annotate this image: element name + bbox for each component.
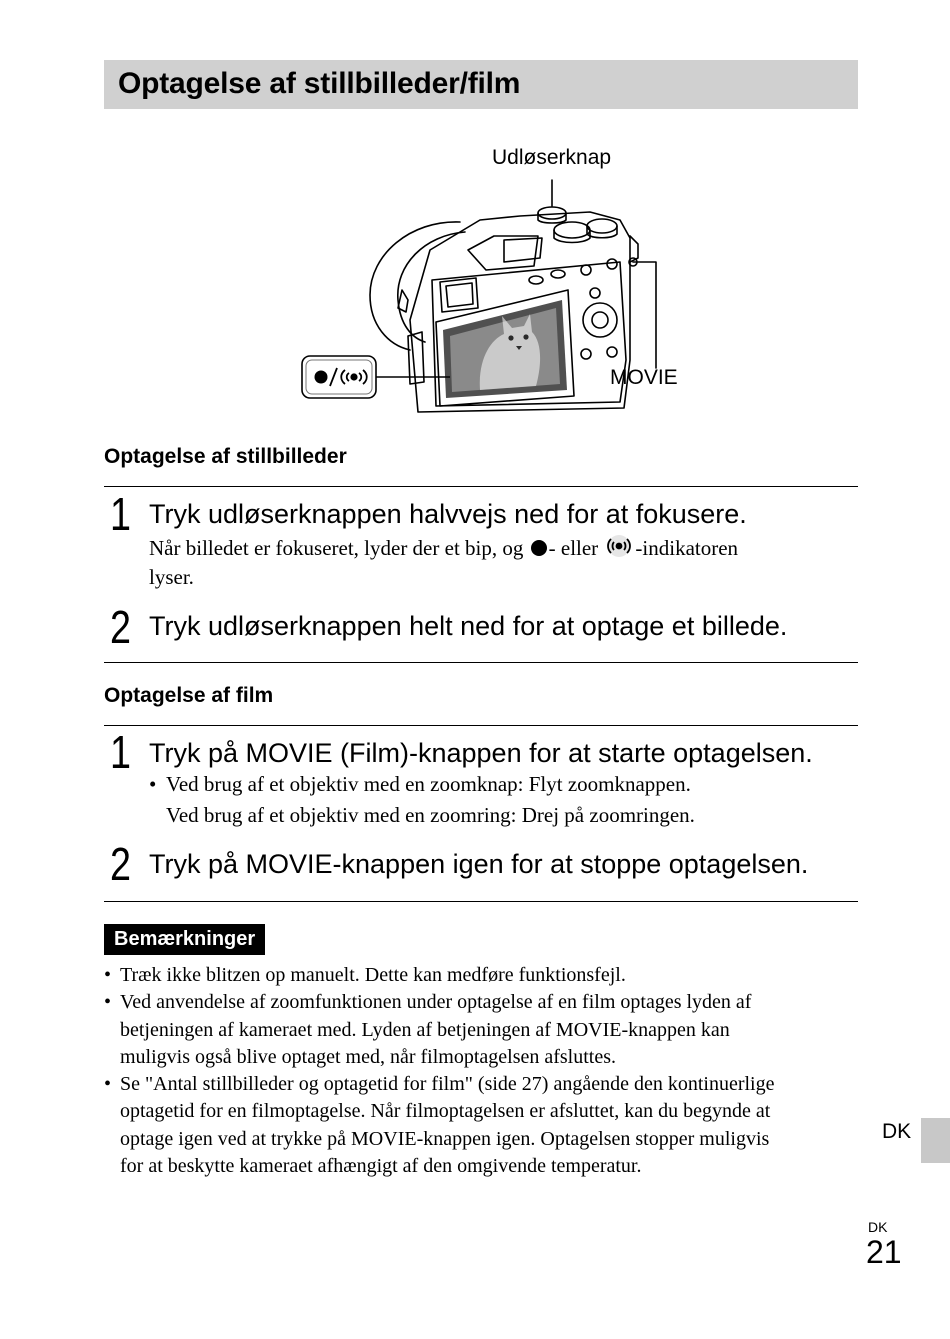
page-language: DK — [868, 1219, 888, 1235]
note-item-continued: optage igen ved at trykke på MOVIE-knappen igen. Optagelsen stopper muligvis — [120, 1127, 770, 1150]
side-tab — [921, 1118, 950, 1163]
movie-step1-title: Tryk på MOVIE (Film)-knappen for at starte optagelsen. — [149, 738, 813, 768]
movie-step2-number: 2 — [110, 838, 131, 890]
movie-section-heading: Optagelse af film — [104, 684, 274, 707]
focus-indicator-icon — [603, 534, 635, 558]
focus-dot-icon — [529, 538, 549, 558]
still-step1-body — [149, 534, 738, 560]
still-section-heading: Optagelse af stillbilleder — [104, 445, 347, 468]
divider — [104, 662, 858, 663]
still-step1-title: Tryk udløserknappen halvvejs ned for at fokusere. — [149, 499, 747, 529]
still-step1-body-a: Når billedet er fokuseret, lyder der et bip, og — [149, 536, 524, 560]
title-bar — [104, 60, 858, 109]
still-step1-number: 1 — [110, 488, 131, 540]
divider — [104, 725, 858, 726]
divider — [104, 901, 858, 902]
shutter-button-label: Udløserknap — [492, 146, 612, 169]
note-item-continued: optagetid for en filmoptagelse. Når filmoptagelsen er afsluttet, kan du begynde at — [120, 1100, 771, 1123]
still-step1-body-b: - eller — [548, 536, 599, 560]
still-step2-number: 2 — [110, 601, 131, 653]
note-item-continued: betjeningen af kameraet med. Lyden af betjeningen af MOVIE-knappen kan — [120, 1018, 730, 1041]
still-step1-body-line2: lyser. — [149, 565, 194, 589]
camera-illustration — [290, 140, 710, 430]
movie-step1-number: 1 — [110, 726, 131, 778]
movie-step1-line1: Ved brug af et objektiv med en zoomknap: Flyt zoomknappen. — [166, 772, 691, 796]
note-item-continued: muligvis også blive optaget med, når filmoptagelsen afsluttes. — [120, 1045, 617, 1068]
movie-step1-bullet: • — [149, 772, 157, 796]
page-title: Optagelse af stillbilleder/film — [118, 67, 521, 100]
note-item: • Træk ikke blitzen op manuelt. Dette kan medføre funktionsfejl. — [104, 964, 626, 986]
divider — [104, 486, 858, 487]
note-item: • Se "Antal stillbilleder og optagetid for film" (side 27) angående den kontinuerlige — [104, 1073, 775, 1096]
note-item: • Ved anvendelse af zoomfunktionen under optagelse af en film optages lyden af — [104, 991, 752, 1014]
side-tab-label: DK — [882, 1120, 912, 1143]
still-step1-body-c: -indikatoren — [635, 536, 739, 560]
note-item-continued: for at beskytte kameraet afhængigt af den omgivende temperatur. — [120, 1155, 642, 1178]
page-number: 21 — [866, 1234, 902, 1270]
movie-step2-title: Tryk på MOVIE-knappen igen for at stoppe optagelsen. — [149, 849, 809, 879]
movie-step1-line2: Ved brug af et objektiv med en zoomring: Drej på zoomringen. — [166, 803, 695, 827]
notes-list — [104, 962, 864, 1180]
still-step2-title: Tryk udløserknappen helt ned for at optage et billede. — [149, 611, 788, 641]
notes-label: Bemærkninger — [104, 924, 265, 955]
movie-button-label: MOVIE — [610, 366, 678, 389]
